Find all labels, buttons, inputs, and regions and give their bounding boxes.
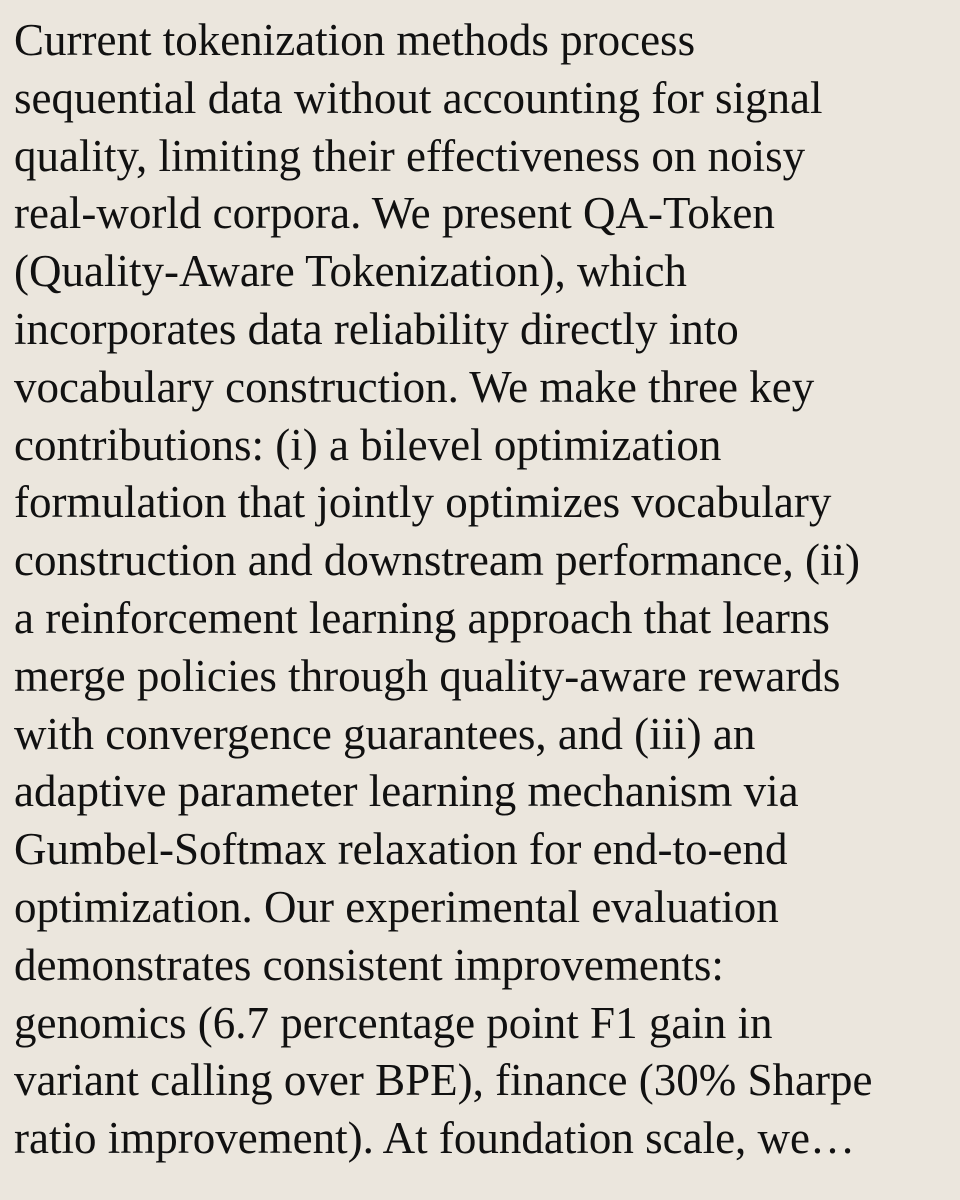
- abstract-line: with convergence guarantees, and (iii) an: [14, 708, 756, 759]
- abstract-line: quality, limiting their effectiveness on noisy: [14, 130, 806, 181]
- abstract-line: merge policies through quality-aware rewards: [14, 650, 841, 701]
- abstract-line: real-world corpora. We present QA-Token: [14, 188, 775, 239]
- abstract-line: sequential data without accounting for signal: [14, 72, 823, 123]
- abstract-line: genomics (6.7 percentage point F1 gain in: [14, 997, 773, 1048]
- abstract-line: a reinforcement learning approach that learns: [14, 592, 830, 643]
- abstract-line: Current tokenization methods process: [14, 15, 696, 65]
- abstract-line: (Quality-Aware Tokenization), which: [14, 246, 687, 297]
- abstract-line: demonstrates consistent improvements:: [14, 939, 724, 990]
- abstract-line: optimization. Our experimental evaluation: [14, 881, 779, 932]
- abstract-line: construction and downstream performance, (ii): [14, 535, 860, 586]
- abstract-line: Gumbel-Softmax relaxation for end-to-end: [14, 824, 788, 875]
- abstract-line: variant calling over BPE), finance (30% Sharpe: [14, 1055, 873, 1106]
- abstract-line: ratio improvement). At foundation scale, we…: [14, 1113, 856, 1164]
- abstract-line: incorporates data reliability directly into: [14, 303, 739, 354]
- abstract-line: adaptive parameter learning mechanism via: [14, 766, 799, 817]
- abstract-line: vocabulary construction. We make three key: [14, 361, 815, 412]
- abstract-text: [14, 12, 950, 1168]
- abstract-line: contributions: (i) a bilevel optimization: [14, 419, 722, 470]
- abstract-line: formulation that jointly optimizes vocabulary: [14, 477, 832, 528]
